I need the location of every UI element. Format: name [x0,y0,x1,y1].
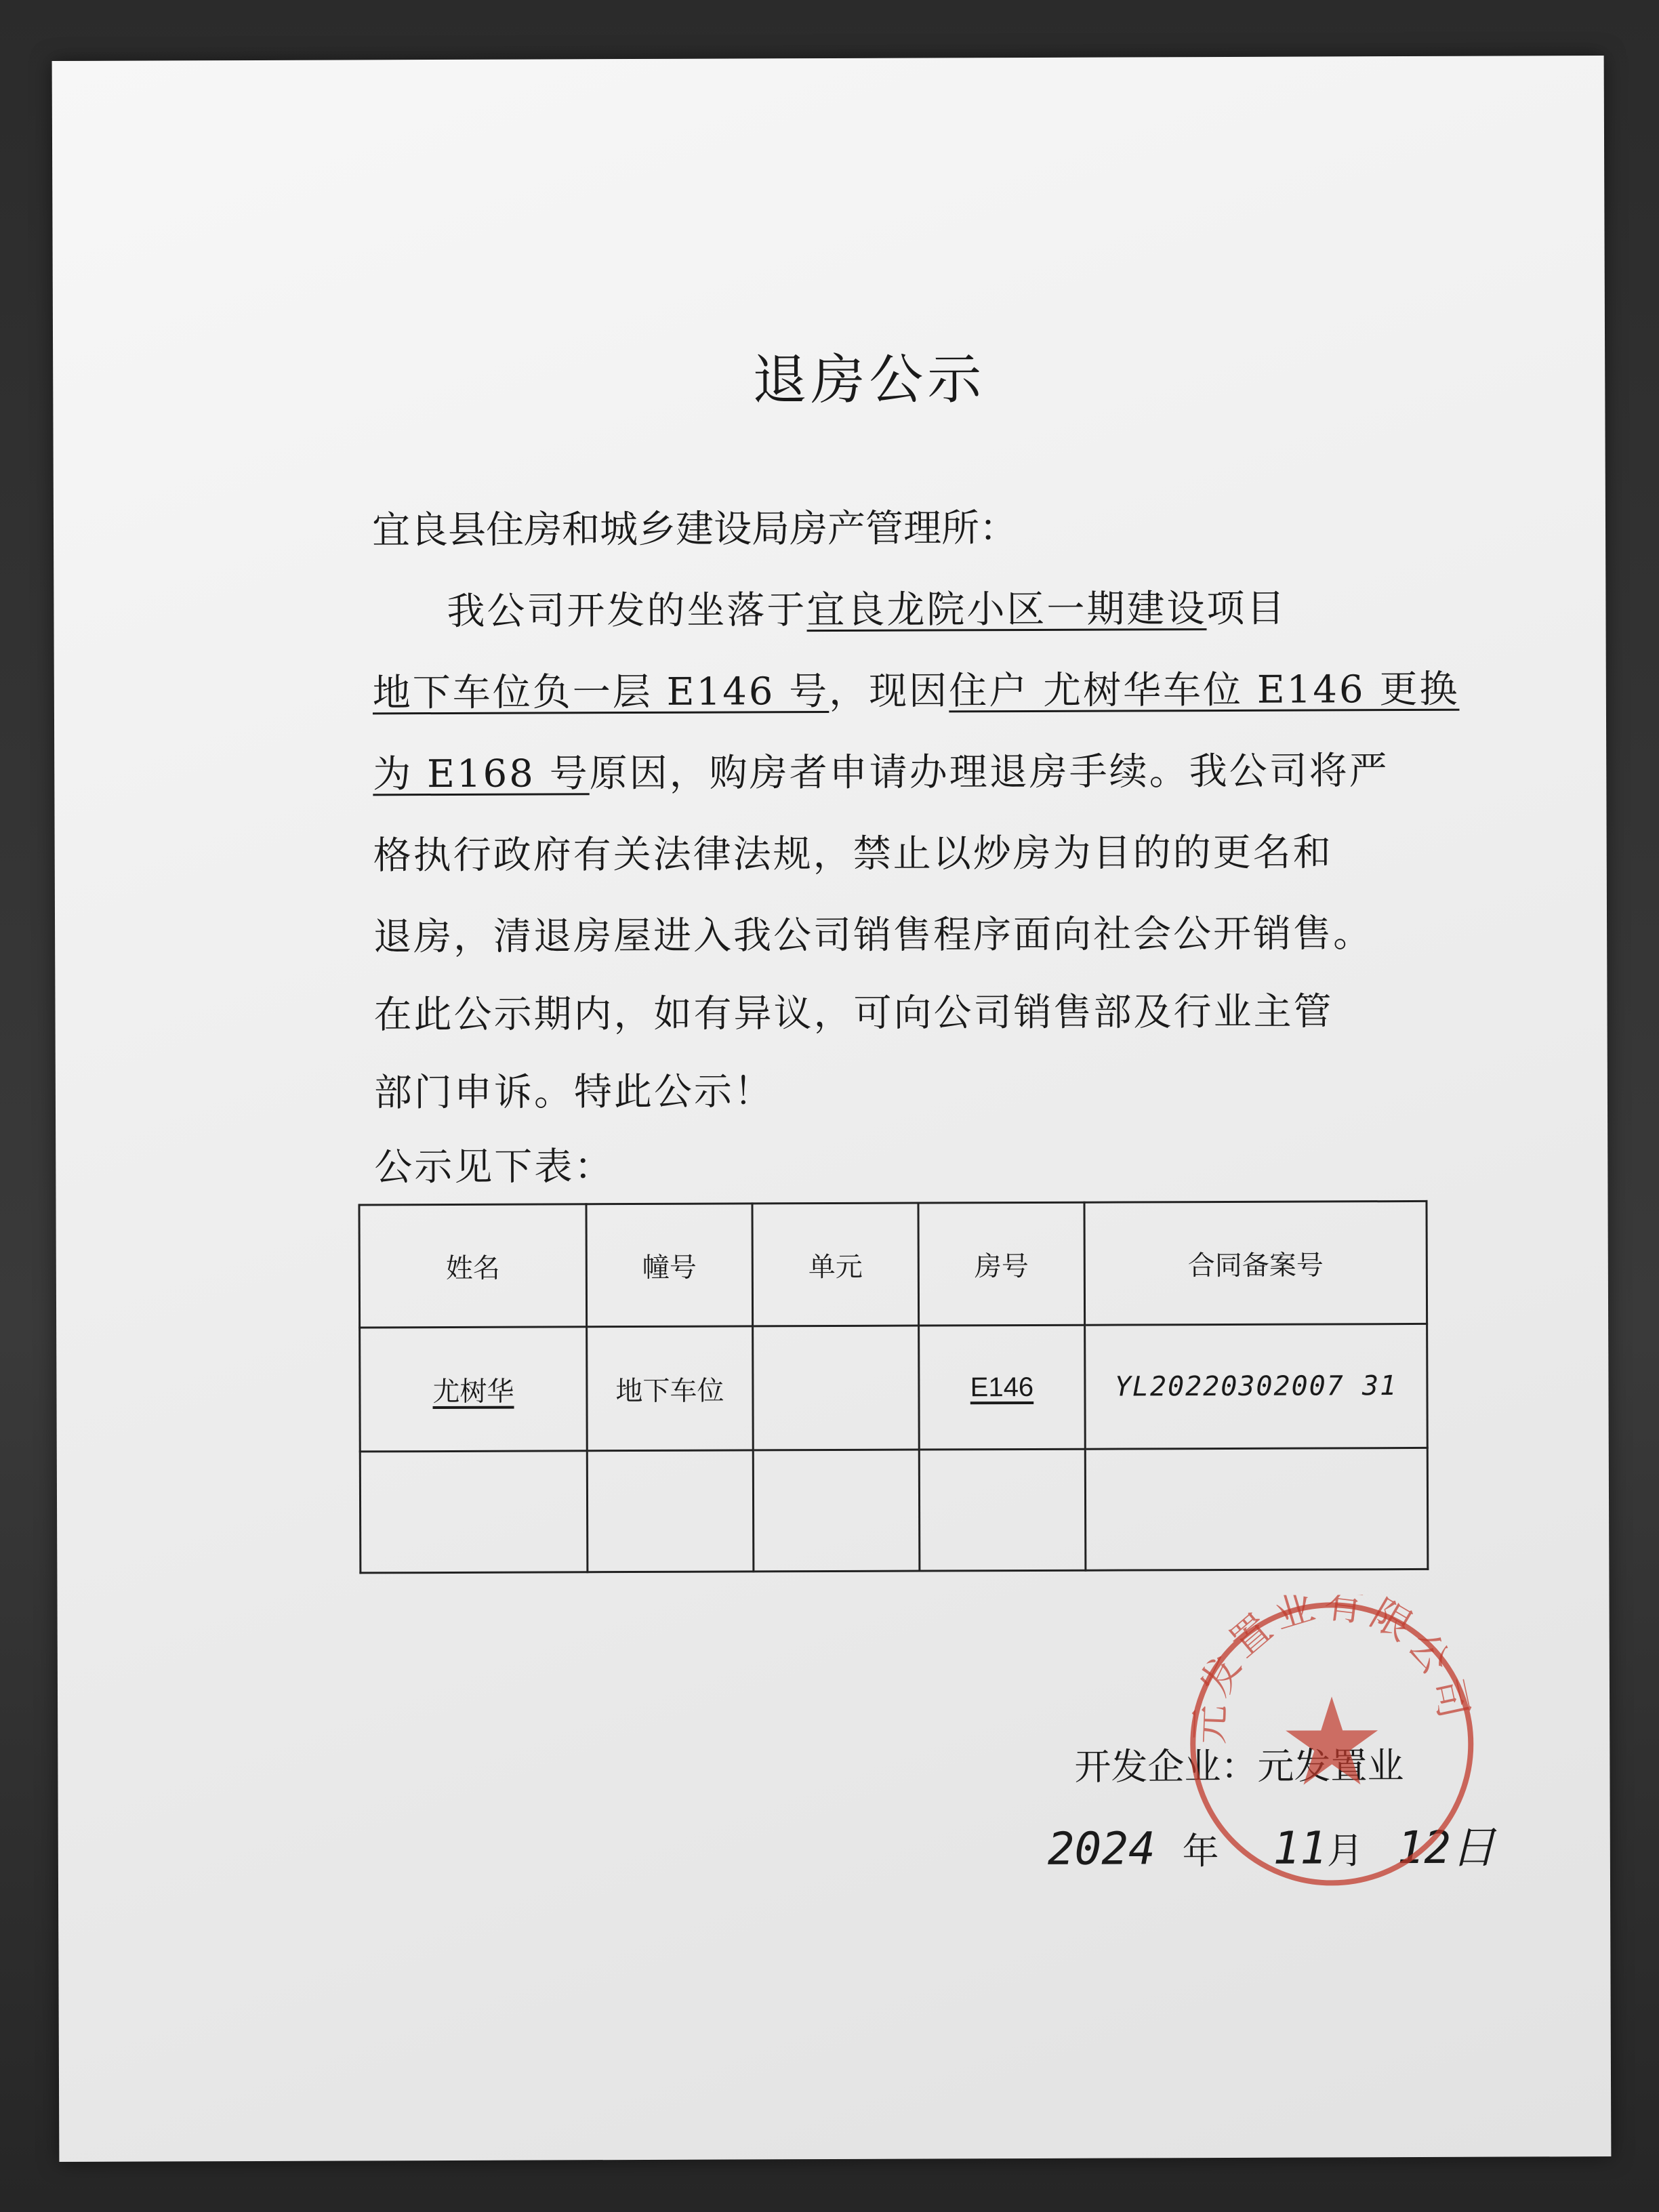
body-text: 项目 [1206,586,1287,632]
notice-table [358,1200,1429,1574]
parking-space: 地下车位负一层 E146 号 [372,670,830,716]
page-title: 退房公示 [752,348,986,412]
empty-cell [753,1450,920,1572]
body-line-5: 退房，清退房屋进入我公司销售程序面向社会公开销售。 [373,912,1374,960]
header-unit: 单元 [752,1203,919,1326]
company-seal [1183,1595,1482,1897]
table-row [360,1324,1428,1451]
table-row-empty [360,1448,1428,1572]
cell-contract: YL20220302007 31 [1085,1324,1428,1449]
body-line-2 [373,659,1460,718]
cell-unit [753,1326,920,1450]
body-line-6: 在此公示期内，如有异议，可向公司销售部及行业主管 [373,989,1334,1038]
body-text: ，现因 [829,669,949,714]
header-building: 幢号 [586,1204,753,1327]
seal-icon [1183,1595,1482,1894]
body-line-7: 部门申诉。特此公示！ [373,1069,775,1115]
project-name: 宜良龙院小区一期建设 [806,587,1207,633]
date-year-label: 年 [1182,1830,1219,1873]
empty-cell [1085,1448,1428,1570]
body-text: 原因，购房者申请办理退房手续。我公司将严 [589,749,1389,796]
header-contract: 合同备案号 [1084,1201,1427,1325]
body-line-4: 格执行政府有关法律法规，禁止以炒房为目的的更名和 [373,830,1333,878]
header-name: 姓名 [359,1204,587,1328]
header-room: 房号 [918,1202,1085,1326]
body-line-3 [373,741,1389,798]
empty-cell [587,1450,754,1572]
addressee: 宜良县住房和城乡建设局房产管理所： [371,506,1018,553]
empty-cell [360,1451,588,1573]
svg-text:元发置业有限公司: 元发置业有限公司 [1186,1594,1479,1745]
empty-cell [919,1449,1086,1571]
body-line-1 [447,579,1286,636]
date-month-label: 月 [1326,1829,1364,1872]
body-text: 我公司开发的坐落于 [447,588,807,634]
cell-name: 尤树华 [360,1327,588,1452]
date-month: 11 [1273,1822,1327,1875]
date-day: 12日 [1397,1821,1496,1875]
developer-name: 元发置业 [1257,1744,1404,1788]
date-year: 2024 [1047,1822,1155,1875]
table-intro: 公示见下表： [374,1145,615,1190]
reason-text: 住户 尤树华车位 E146 更换 [949,667,1460,714]
cell-building: 地下车位 [587,1326,754,1451]
reason-text-cont: 为 E168 号 [373,752,590,797]
developer-label: 开发企业： [1074,1744,1258,1788]
table-header-row [359,1201,1427,1327]
cell-room: E146 [919,1325,1086,1450]
notice-paper [52,56,1612,2162]
